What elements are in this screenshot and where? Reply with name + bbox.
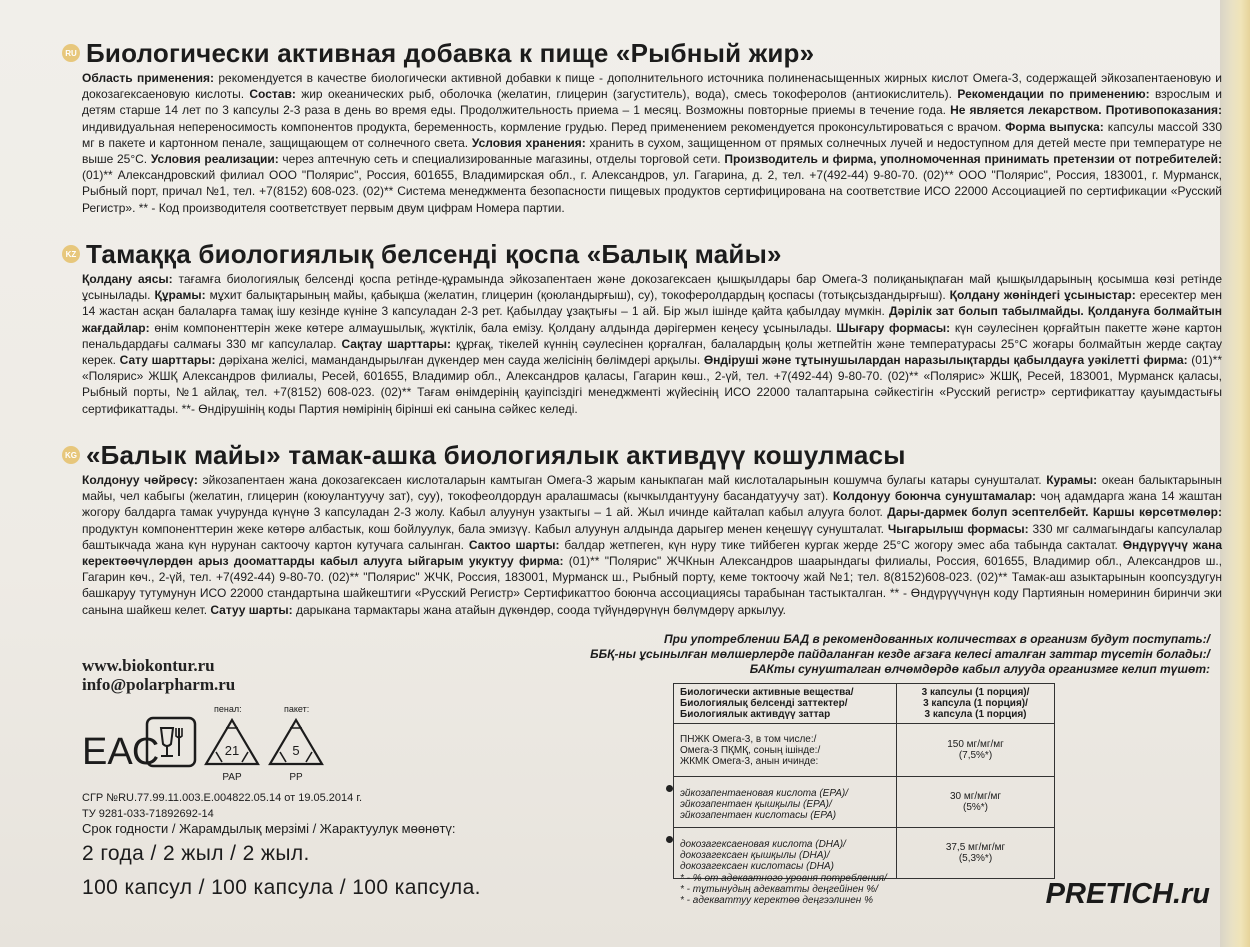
contacts	[82, 656, 235, 694]
row-value: (7,5%*)	[958, 750, 993, 761]
field-text: 330 мг салмагындагы капсулалар баштыкчада жана күн нурунан сактоочу картон кутучага салынган.	[82, 521, 1222, 552]
table-footnotes	[680, 873, 887, 906]
field-text: рекомендуется в качестве биологически активной добавки к пище - дополнительного источника полиненасыщенных жирных кислот Омега-3, содержащей эйкозапентаеновую и докозагексаеновую кислоты.	[82, 71, 1222, 102]
field-text: взрослым и детям старше 14 лет по 3 капсулы 2-3 раза в день во время еды. Продолжительность приема – 1 месяц. Возможны повторные приемы в течение года.	[82, 87, 1222, 118]
row-label: ЖКМК Омега-3, анын ичинде:	[680, 755, 819, 767]
site-watermark: PRETICH.ru	[1045, 878, 1210, 910]
certification-icons	[82, 702, 482, 792]
svg-text:5: 5	[292, 743, 300, 758]
field-label: Дары-дармек болуп эсептелбейт. Каршы көрсөтмөлөр:	[887, 505, 1222, 520]
field-label: Сақтау шарттары:	[341, 336, 452, 351]
svg-text:21: 21	[224, 743, 240, 758]
field-label: Производитель и фирма, уполномоченная принимать претензии от потребителей:	[724, 152, 1222, 167]
field-label: Қолдану аясы:	[82, 272, 173, 286]
nutrition-table	[657, 683, 1055, 873]
body-ru	[82, 70, 1222, 216]
svg-text:ЕАС: ЕАС	[82, 731, 160, 773]
field-text: капсулы массой 330 мг в пакете и картонном пенале, защищающем от солнечного света.	[82, 119, 1222, 150]
field-text: (01)** «Полярис» ЖШҚ Александров филиалы, Ресей, 601655, Владимир обл., Александров қаласы, Гагарин көш., 2-үй, тел. +7(492-44) 9-80-70. (02)** «Полярис» ЖШҚ, Ресей, 183001, Мурманск қаласы, Рыбный порты, №1 айлақ, тел. +7(8152) 608-023. (02)** Тағам өнімдерінің қауіпсіздігі менеджменті жүйесінің ИСО 22000 талаптарына сәйкестігін «Русский регистр» сертификаттау қауымдастығы сертификаттады. **- Өндірушінің коды Партия нөмірінің бірінші екі санына сәйкес келеді.	[82, 353, 1222, 416]
field-text: тағамға биологиялық белсенді қоспа ретінде-құрамында эйкозапентаен және докозагексаен қышқылдары бар Омега-3 полиқанықпаған май қышқылдарының қосымша көзі ретінде ұсынылады.	[82, 272, 1222, 303]
shelf-life-label: Срок годности / Жарамдылық мерзімі / Жарактуулук мөөнөтү:	[82, 821, 456, 836]
svg-text:PAP: PAP	[222, 772, 242, 783]
lang-badge-kg: KG	[62, 446, 80, 464]
field-label: Сактоо шарты:	[468, 537, 560, 552]
field-label: Сату шарттары:	[119, 353, 216, 368]
header-left-kg: Биологиялык активдүү заттар	[680, 709, 831, 720]
field-text: (01)** "Полярис" ЖЧКнын Александров шаарындагы филиалы, Россия, 601655, Владимир обл., Александров ш., Гагарин көч., 2-үй, тел. +7(492-44) 9-80-70. (02)** "Полярис" ЖЧК, Россия, 183001, Мурманск ш., Рыбный порту, кеме токтоочу жай №1; тел. 8(8152)608-023. (02)** Тамак-аш азыктарынын коопсуздугун башкаруу тутумунун ИСО 22000 стандартына шайкештиги «Русский Регистр» Сертификаттоо боюнча ассоциациясы тарабынан тастыкталган. ** - Өндүрүүчүнүн коду Партиянын номеринин биринчи эки санына шайкеш келет.	[82, 554, 1222, 617]
field-text: чоң адамдарга жана 14 жаштан жогору балдарга тамак учурунда күнүнө 3 капсуладан 2-3 жолу. Кабыл алуунун узактыгы – 1 ай. Жыл ичинде кайталап кабыл алууга болот.	[82, 489, 1223, 520]
footnote-kg: * - адекваттуу керектөө деңгээлинен %	[680, 895, 873, 906]
capsule-count: 100 капсул / 100 капсула / 100 капсула.	[82, 876, 481, 899]
field-text: дәріхана желісі, мамандандырылған дүкендер мен сауда желісінің бөлімдері арқылы.	[215, 353, 704, 368]
intake-line-kg: БАКты сунушталган өлчөмдөрдө кабыл алууда организмге келип түшөт:	[749, 662, 1210, 676]
penal-label: пенал:	[214, 704, 242, 714]
field-label: Дәрілік зат болып табылмайды. Қолдануға болмайтын жағдайлар:	[82, 304, 1222, 335]
title-kg: «Балык майы» тамак-ашка биологиялык активдүү кошулмасы	[86, 439, 906, 470]
field-label: Колдонуу боюнча сунуштамалар:	[832, 489, 1037, 504]
field-text: мұхит балықтарының майы, қабықша (желатин, глицерин (қоюландырғыш), су), токоферолдардың қоспасы (тотықсыздандырғыш).	[205, 288, 950, 303]
field-text: ересектер мен 14 жастан асқан балаларға тамақ ішу кезінде күніне 3 капсуладан 2-3 рет. Қабылдау ұзақтығы – 1 ай. Бір жыл ішінде қайта қабылдау мүмкін.	[82, 288, 1223, 319]
body-kg	[82, 472, 1222, 618]
field-text: (01)** Александровский филиал ООО "Полярис", Россия, 601655, Владимирская обл., г. Александров, ул. Гагарина, д. 2, тел. +7(492-44) 9-80-70. (02)** ООО "Полярис", Россия, 183001, г. Мурманск, Рыбный порт, причал №1, тел. +7(8152) 608-023. (02)** Система менеджмента безопасности пищевых продуктов сертифицирована на соответствие ИСО 22000 Ассоциацией по сертификации «Русский Регистр». ** - Код производителя соответствует первым двум цифрам Номера партии.	[82, 168, 1222, 215]
row-label: докозагексаен қышқылы (DHA)/	[680, 849, 830, 861]
field-text: продуктун компоненттерин жеке көтөрө албастык, кош бойлуулук, бала эмизүү. Кабыл алуунун алдында дарыгер менен кеңешүү сунушталат.	[82, 521, 888, 536]
field-label: Сатуу шарты:	[210, 602, 293, 617]
field-text: күн сәулесінен қорғайтын пакетте және картон пенальдардағы салмағы 330 мг капсулалар.	[82, 320, 1222, 351]
field-text: жир океанических рыб, оболочка (желатин, глицерин (загуститель), вода), смесь токоферолов (антиокислитель).	[295, 87, 958, 102]
intake-line-kz: ББҚ-ны ұсынылған мөлшерлерде пайдаланған кезде ағзаға келесі аталған заттар түсетін болады:/	[590, 647, 1210, 661]
field-label: Өндіруші және тұтынушылардан наразылықтарды қабылдауға уәкілетті фирма:	[703, 353, 1188, 368]
field-text: хранить в сухом, защищенном от прямых солнечных лучей и недоступном для детей месте при температуре не выше 25°С.	[82, 135, 1222, 167]
field-label: Шығару формасы:	[836, 320, 951, 335]
header-left-kz: Биологиялық белсенді заттектер/	[680, 698, 848, 709]
intake-line-ru: При употреблении БАД в рекомендованных количествах в организм будут поступать:/	[664, 632, 1210, 646]
table-row	[674, 828, 1055, 879]
row-value: 37,5 мг/мг/мг	[945, 842, 1006, 853]
box-edge	[1220, 0, 1250, 947]
row-value: (5%*)	[962, 802, 988, 813]
row-value: 30 мг/мг/мг	[949, 791, 1002, 802]
title-ru: Биологически активная добавка к пище «Рыбный жир»	[86, 37, 815, 68]
email-link[interactable]: info@polarpharm.ru	[82, 675, 236, 694]
sgr-number: СГР №RU.77.99.11.003.Е.004822.05.14 от 19.05.2014 г.	[82, 792, 363, 804]
field-label: Условия реализации:	[150, 152, 279, 167]
row-label: докозагексаеновая кислота (DHA)/	[680, 838, 846, 850]
table-row	[674, 724, 1055, 777]
svg-text:PP: PP	[289, 772, 303, 783]
field-label: Состав:	[249, 87, 296, 102]
header-left-ru: Биологически активные вещества/	[680, 687, 854, 698]
recycle-pap-icon	[206, 720, 258, 783]
lang-badge-kz: KZ	[62, 245, 80, 263]
footnote-kz: * - тұтынудың адекватты деңгейінен %/	[680, 884, 878, 895]
field-text: өнім компоненттерін жеке көтере алмаушылық, жүктілік, бала емізу. Қолдану алдында дәрігермен кеңесу ұсынылады.	[149, 320, 837, 335]
field-text: через аптечную сеть и специализированные магазины, отделы торговой сети.	[278, 152, 725, 167]
field-text: дарыкана тармактары жана атайын дүкөндөр, соода түйүндөрүнүн бөлүмдөрү аркылуу.	[292, 602, 786, 617]
tu-number: ТУ 9281-033-71892692-14	[82, 808, 214, 820]
row-label: докозагексаен кислотасы (DHA)	[680, 860, 834, 872]
bullet-icon	[666, 785, 673, 792]
intake-heading	[590, 632, 1210, 677]
section-kyrgyz	[62, 438, 1222, 618]
field-label: Құрамы:	[154, 288, 206, 303]
field-text: құрғақ, тікелей күннің сәулесінен қорғалған, балалардың қолы жетпейтін және температурасы 25°С жоғары болмайтын жерде сақтау керек.	[82, 336, 1222, 368]
row-label: Омега-3 ПҚМҚ, соның ішінде:/	[680, 744, 821, 756]
bullet-icon	[666, 836, 673, 843]
section-russian	[62, 36, 1222, 216]
header-right-kg: 3 капсула (1 порция)	[924, 709, 1027, 720]
body-kz	[82, 271, 1222, 417]
field-label: Рекомендации по применению:	[957, 87, 1150, 102]
section-kazakh	[62, 237, 1222, 417]
field-text: эйкозапентаен жана докозагексаен кислоталарын камтыган Омега-3 жарым каныкпаган май кислоталарынын кошумча булагы катары сунушталат.	[197, 473, 1047, 487]
field-text: балдар жетпеген, күн нуру тике тийбеген кургак жерде 25°С жогору эмес аба табында сакталат.	[559, 537, 1123, 552]
field-label: Чыгарылыш формасы:	[887, 521, 1029, 536]
registration-info	[82, 790, 362, 822]
field-label: Условия хранения:	[471, 135, 586, 150]
table-row	[674, 777, 1055, 828]
shelf-life-value: 2 года / 2 жыл / 2 жыл.	[82, 842, 310, 865]
field-text: океан балыктарынын майы, чел кабыгы (желатин, глицерин (коюулантуучу зат), суу), токофеолдордун аралашмасы (кычкылдантууну басандатуучу зат).	[82, 473, 1222, 504]
header-right-kz: 3 капсула (1 порция)/	[923, 698, 1028, 709]
field-text: индивидуальная непереносимость компонентов продукта, беременность, кормление грудью. Перед применением рекомендуется проконсультироваться с врачом.	[82, 119, 1006, 134]
field-label: Өндүрүүчү жана керектөөчүлөрдөн арыз дооматтарды кабыл алууга ыйгарым укуктуу фирма:	[82, 537, 1222, 569]
row-value: 150 мг/мг/мг	[947, 739, 1004, 750]
field-label: Курамы:	[1046, 473, 1098, 487]
title-kz: Тамаққа биологиялық белсенді қоспа «Балық майы»	[86, 238, 782, 269]
recycle-pp-icon	[270, 720, 322, 783]
field-label: Не является лекарством. Противопоказания:	[950, 103, 1222, 118]
table-header-row	[674, 684, 1055, 724]
website-link[interactable]: www.biokontur.ru	[82, 656, 215, 675]
field-label: Форма выпуска:	[1005, 119, 1104, 134]
footnote-ru: * - % от адекватного уровня потребления/	[680, 873, 887, 884]
lang-badge-ru: RU	[62, 44, 80, 62]
field-label: Қолдану жөніндегі ұсыныстар:	[949, 288, 1136, 303]
row-label: эйкозапентаеновая кислота (ЕРА)/	[680, 787, 848, 799]
row-label: ПНЖК Омега-3, в том числе:/	[680, 733, 817, 745]
header-right-ru: 3 капсулы (1 порция)/	[921, 687, 1030, 698]
row-label: эйкозапентаен қышқылы (ЕРА)/	[680, 798, 832, 810]
field-label: Колдонуу чөйрөсү:	[82, 473, 198, 487]
row-value: (5,3%*)	[958, 853, 993, 864]
row-label: эйкозапентаен кислотасы (ЕРА)	[680, 809, 837, 821]
paket-label: пакет:	[284, 704, 310, 714]
field-label: Область применения:	[82, 71, 215, 85]
